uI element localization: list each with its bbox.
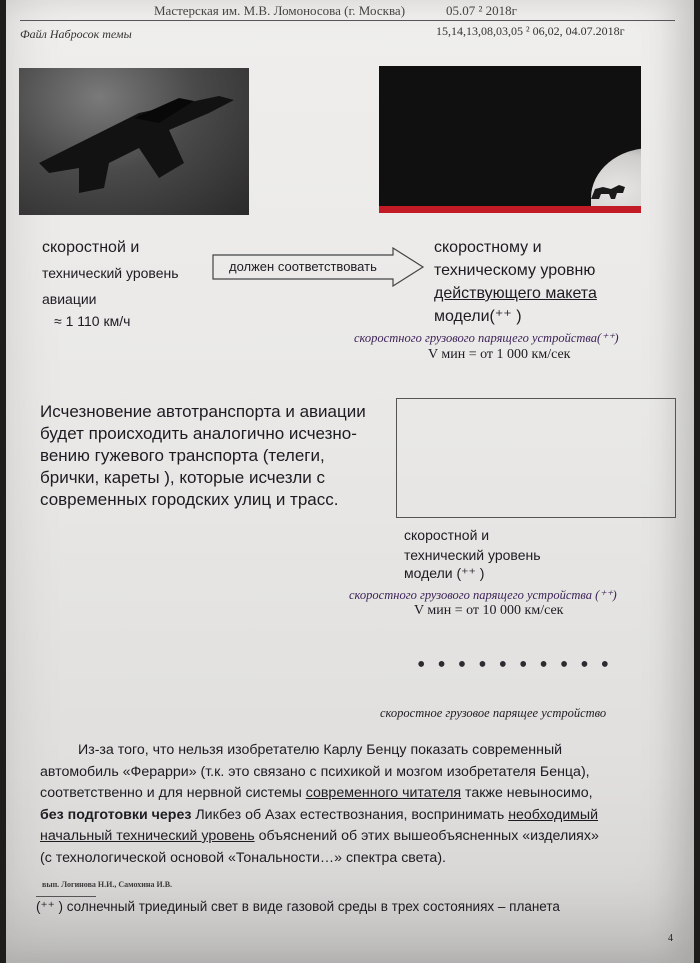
box-caption-line-3: модели (⁺⁺ ) — [404, 565, 485, 581]
middle-text-line: Исчезновение автотранспорта и авиации — [40, 402, 366, 421]
header-rule — [20, 20, 675, 21]
left-line-2: технический уровень — [42, 265, 179, 281]
right-line-speed: V мин = от 1 000 км/сек — [428, 347, 571, 362]
animal-figure-icon — [589, 179, 629, 201]
paragraph-line: автомобиль «Ферарри» (т.к. это связано с психикой и мозгом изобретателя Бенца), — [40, 763, 590, 780]
fighter-jet-icon — [19, 68, 249, 215]
arrow-label: должен соответствовать — [229, 259, 377, 274]
box-caption-speed: V мин = от 10 000 км/сек — [414, 603, 564, 618]
header-date: 05.07 ² 2018г — [446, 3, 517, 18]
paragraph-line: (с технологической основой «Тональности…» спектра света). — [40, 849, 446, 866]
footnote-rule — [36, 896, 96, 897]
right-line-2: техническому уровню — [434, 262, 596, 279]
model-photo — [379, 66, 641, 213]
page-number: 4 — [668, 933, 673, 944]
dotted-separator: •••••••••• — [417, 652, 622, 678]
box-caption-line-2: технический уровень — [404, 547, 541, 563]
paragraph-line: Из-за того, что нельзя изобретателю Карлу Бенцу показать современный — [78, 742, 563, 758]
middle-text-line: современных городских улиц и трасс. — [40, 490, 339, 509]
left-line-1: скоростной и — [42, 239, 140, 256]
right-line-4: модели(⁺⁺ ) — [434, 308, 522, 325]
paragraph-line: начальный технический уровень объяснений об этих вышеобъясненных «изделиях» — [40, 828, 599, 844]
fighter-jet-photo — [19, 68, 249, 215]
box-caption-line-1: скоростной и — [404, 527, 490, 543]
right-line-5: скоростного грузового парящего устройства(⁺⁺) — [354, 331, 619, 345]
right-line-3: действующего макета — [434, 285, 597, 302]
footer-authors: вып. Логинова Н.И., Самохина И.В. — [42, 880, 173, 889]
left-line-speed: ≈ 1 110 км/ч — [54, 313, 131, 329]
document-page — [6, 0, 694, 963]
right-line-1: скоростному и — [434, 239, 542, 256]
dots-caption: скоростное грузовое парящее устройство — [380, 706, 607, 720]
header-organization: Мастерская им. М.В. Ломоносова (г. Москва) — [154, 3, 406, 18]
middle-text-line: вению гужевого транспорта (телеги, — [40, 446, 325, 465]
paragraph-line: без подготовки через Ликбез об Азах естествознания, воспринимать необходимый — [40, 806, 599, 823]
header-numbers: 15,14,13,08,03,05 ² 06,02, 04.07.2018г — [436, 24, 625, 38]
disappearance-text — [40, 401, 370, 511]
main-paragraph — [40, 740, 680, 869]
middle-text-line: будет происходить аналогично исчезно- — [40, 424, 357, 443]
middle-text-line: брички, кареты ), которые исчезли с — [40, 468, 325, 487]
empty-image-frame — [396, 398, 676, 518]
header-file-label: Файл Набросок темы — [20, 27, 132, 41]
red-stripe — [379, 206, 641, 213]
box-caption-line-4: скоростного грузового парящего устройства (⁺⁺) — [349, 588, 617, 602]
left-line-3: авиации — [42, 291, 97, 307]
paragraph-line: соответственно и для нервной системы современного читателя также невыносимо, — [40, 785, 593, 801]
footnote-text: (⁺⁺ ) солнечный триединый свет в виде газовой среды в трех состояниях – планета — [36, 899, 560, 914]
